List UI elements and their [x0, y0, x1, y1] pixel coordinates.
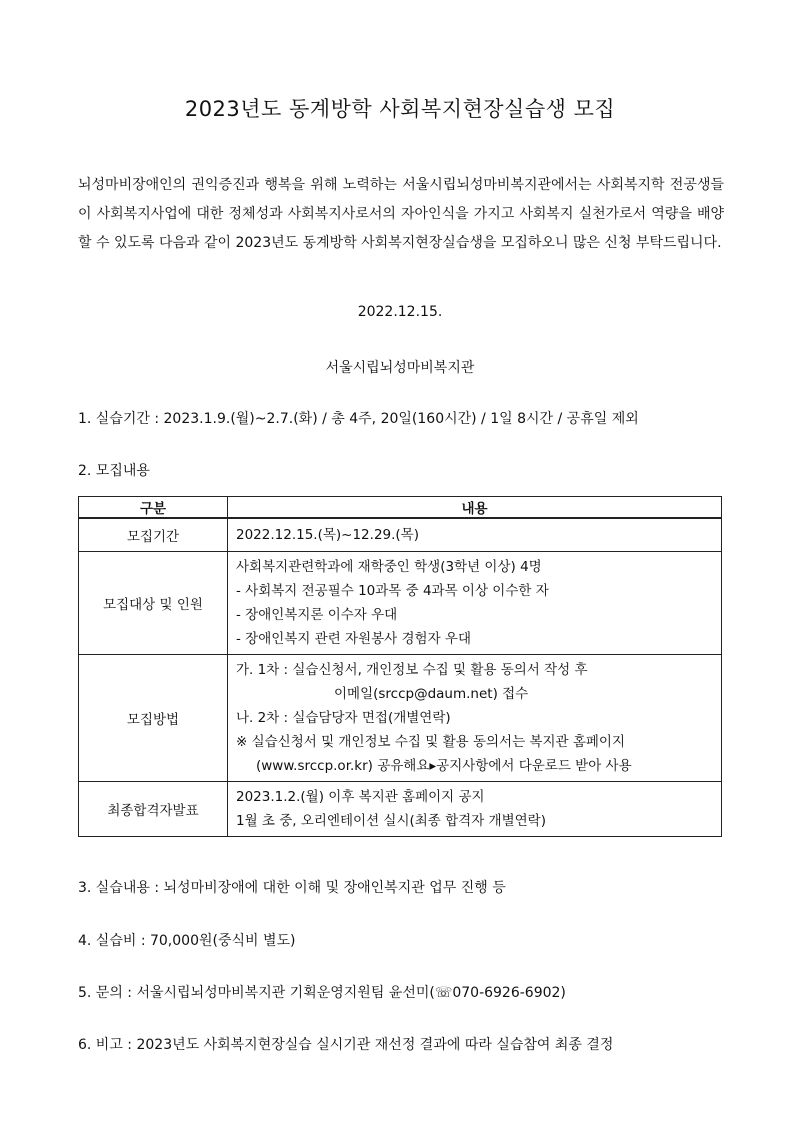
row-category-method: 모집방법 — [79, 655, 228, 782]
content-line: ※ 실습신청서 및 개인정보 수집 및 활용 동의서는 복지관 홈페이지 — [236, 734, 625, 750]
section-recruitment-heading: 2. 모집내용 — [78, 463, 150, 479]
row-content-method — [228, 655, 722, 782]
section-practice-fee: 4. 실습비 : 70,000원(중식비 별도) — [78, 933, 296, 949]
document-date: 2022.12.15. — [357, 304, 443, 320]
row-category-announcement: 최종합격자발표 — [79, 782, 228, 837]
content-line: 2022.12.15.(목)~12.29.(목) — [236, 527, 419, 543]
table-row — [79, 518, 722, 552]
table-row — [79, 552, 722, 655]
table-row — [79, 655, 722, 782]
content-line: - 사회복지 전공필수 10과목 중 4과목 이상 이수한 자 — [236, 583, 549, 599]
row-content-announcement — [228, 782, 722, 837]
content-line: - 장애인복지론 이수자 우대 — [236, 607, 398, 623]
content-line: (www.srccp.or.kr) 공유해요▸공지사항에서 다운로드 받아 사용 — [256, 758, 632, 774]
organization-name: 서울시립뇌성마비복지관 — [325, 360, 475, 376]
section-practice-period: 1. 실습기간 : 2023.1.9.(월)~2.7.(화) / 총 4주, 20일(160시간) / 1일 8시간 / 공휴일 제외 — [78, 411, 639, 427]
row-content-target — [228, 552, 722, 655]
document-title: 2023년도 동계방학 사회복지현장실습생 모집 — [184, 97, 616, 121]
content-line: 가. 1차 : 실습신청서, 개인정보 수집 및 활용 동의서 작성 후 — [236, 662, 588, 678]
content-line: - 장애인복지 관련 자원봉사 경험자 우대 — [236, 631, 471, 647]
recruitment-table — [78, 496, 722, 837]
table-header-content: 내용 — [228, 497, 722, 519]
row-category-period: 모집기간 — [79, 518, 228, 552]
content-line: 이메일(srccp@daum.net) 접수 — [334, 686, 529, 702]
content-line: 2023.1.2.(월) 이후 복지관 홈페이지 공지 — [236, 789, 485, 805]
table-header-category: 구분 — [79, 497, 228, 519]
section-practice-content: 3. 실습내용 : 뇌성마비장애에 대한 이해 및 장애인복지관 업무 진행 등 — [78, 880, 506, 896]
intro-paragraph: 뇌성마비장애인의 권익증진과 행복을 위해 노력하는 서울시립뇌성마비복지관에서는 사회복지학 전공생들이 사회복지사업에 대한 정체성과 사회복지사로서의 자아인식을 가지고 사회복지 실천가로서 역량을 배양할 수 있도록 다음과 같이 2023년도 동계방학 사회복지현장실습생을 모집하오니 많은 신청 부탁드립니다. — [78, 177, 724, 251]
section-inquiry: 5. 문의 : 서울시립뇌성마비복지관 기획운영지원팀 윤선미(☏070-6926-6902) — [78, 985, 566, 1001]
content-line: 나. 2차 : 실습담당자 면접(개별연락) — [236, 710, 451, 726]
content-line: 사회복지관련학과에 재학중인 학생(3학년 이상) 4명 — [236, 559, 542, 575]
table-row — [79, 782, 722, 837]
section-remarks: 6. 비고 : 2023년도 사회복지현장실습 실시기관 재선정 결과에 따라 실습참여 최종 결정 — [78, 1037, 614, 1053]
table-header-row — [79, 497, 722, 519]
content-line: 1월 초 중, 오리엔테이션 실시(최종 합격자 개별연락) — [236, 813, 546, 829]
row-category-target: 모집대상 및 인원 — [79, 552, 228, 655]
row-content-period — [228, 518, 722, 552]
